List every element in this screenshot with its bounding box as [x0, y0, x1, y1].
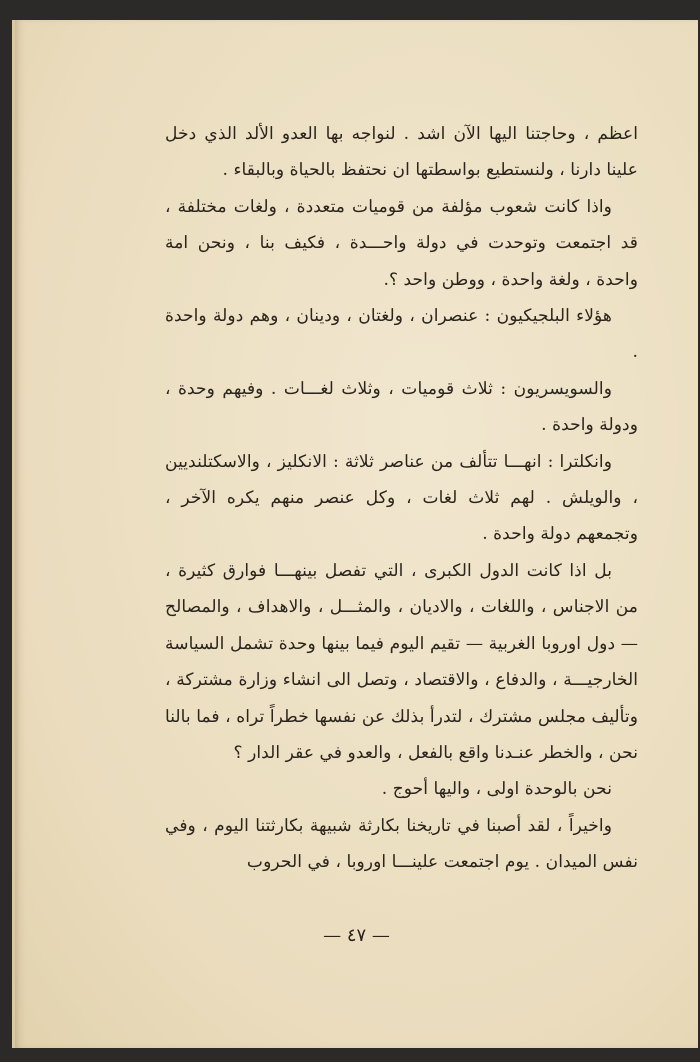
- paragraph-8: واخيراً ، لقد أصبنا في تاريخنا بكارثة شبيهة بكارثتنا اليوم ، وفي نفس الميدان . يوم اجتمعت علينـــا اوروبا ، في الحروب: [165, 815, 638, 873]
- paragraph-7: نحن بالوحدة اولى ، واليها أحوج .: [381, 779, 612, 800]
- paragraph-4: والسويسريون : ثلاث قوميات ، وثلاث لغـــات . وفيهم وحدة ، ودولة واحدة .: [165, 378, 638, 436]
- page-number: — ٤٧ —: [323, 925, 390, 946]
- paragraph-3: هؤلاء البلجيكيون : عنصران ، ولغتان ، ودينان ، وهم دولة واحدة .: [165, 306, 638, 363]
- paragraph-6: بل اذا كانت الدول الكبرى ، التي تفصل بينهـــا فوارق كثيرة ، من الاجناس ، واللغات ، والاديان ، والمثـــل ، والاهداف ، والمصالح — دول اوروبا الغربية — تقيم اليوم فيما بينها وحدة تشمل السياسة الخارجيـــة ، والدفاع ، والاقتصاد ، وتصل الى انشاء وزارة مشتركة ، وتأليف مجلس مشترك ، لتدرأ بذلك عن نفسها خطراً تراه ، فما بالنا نحن ، والخطر عنـدنا واقع بالفعل ، والعدو في عقر الدار ؟: [165, 560, 638, 763]
- paragraph-5: وانكلترا : انهـــا تتألف من عناصر ثلاثة : الانكليز ، والاسكتلنديين ، والويلش . لهم ثلاث لغات ، وكل عنصر منهم يكره الآخر ، وتجمعهم دولة واحدة .: [165, 451, 638, 545]
- book-page: [12, 20, 698, 1048]
- paragraph-1: اعظم ، وحاجتنا اليها الآن اشد . لنواجه بها العدو الألد الذي دخل علينا دارنا ، ولنستطيع بواسطتها ان نحتفظ بالحياة وبالبقاء .: [165, 124, 638, 181]
- paragraph-2: واذا كانت شعوب مؤلفة من قوميات متعددة ، ولغات مختلفة ، قد اجتمعت وتوحدت في دولة واحـــدة ، فكيف بنا ، ونحن امة واحدة ، ولغة واحدة ، ووطن واحد ؟.: [165, 196, 638, 290]
- body-text: [165, 116, 638, 881]
